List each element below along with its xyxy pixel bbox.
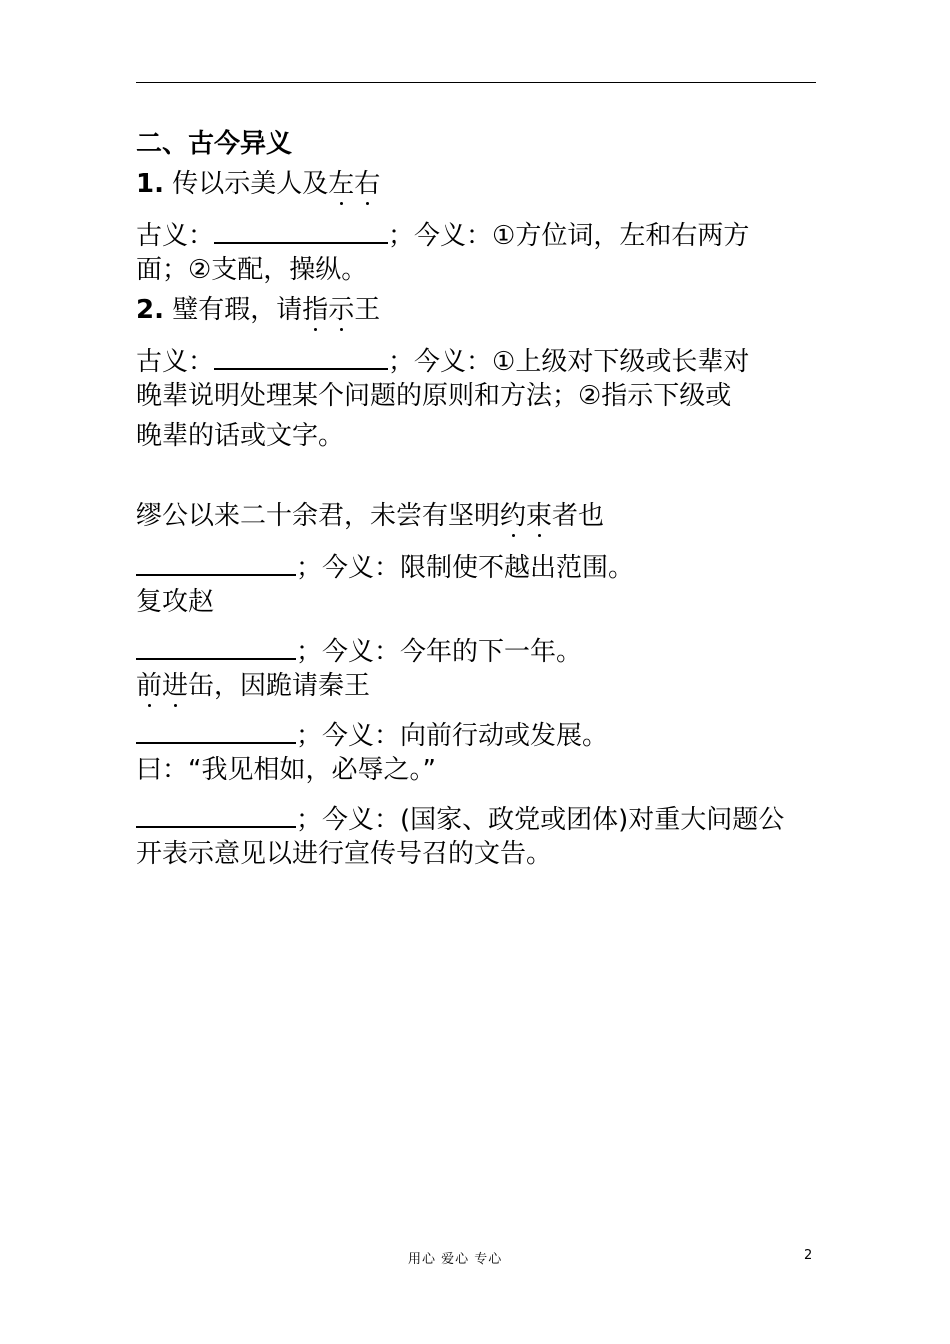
item2-dotted-char-2: 示 (328, 295, 355, 325)
item2-jin-text: ；今义：①上级对下级或长辈对 (388, 347, 750, 377)
item6-answer-line (136, 800, 836, 836)
item3-sentence: 缪公以来二十余君，未尝有坚明 (136, 501, 501, 531)
item1-dotted-char-2: 右 (354, 169, 381, 199)
item2-answer-blank[interactable] (214, 342, 388, 370)
item4-jin-text: ；今义：今年的下一年。 (296, 637, 583, 667)
item5-answer-line (136, 716, 836, 752)
item1-answer-blank[interactable] (214, 216, 388, 244)
item3-sentence-end: 者也 (552, 501, 605, 531)
item5-answer-blank[interactable] (136, 716, 296, 744)
section-title: 二、古今异义 (136, 129, 293, 159)
item2-jin-continued-2: 晚辈的话或文字。 (136, 421, 345, 451)
item4-heading: 复攻赵 (136, 587, 215, 617)
item5-dotted-char-2: 进 (162, 671, 189, 701)
item2-jin-continued-1: 晚辈说明处理某个问题的原则和方法；②指示下级或 (136, 381, 732, 411)
item1-dotted-char-1: 左 (328, 169, 355, 199)
page-number: 2 (804, 1248, 813, 1263)
item1-answer-line (136, 216, 836, 252)
item3-answer-line (136, 548, 836, 584)
item3-dotted-char-2: 束 (526, 501, 553, 531)
item6-jin-continued: 开表示意见以进行宣传号召的文告。 (136, 839, 553, 869)
item2-gu-label: 古义： (136, 347, 215, 377)
item3-dotted-char-1: 约 (500, 501, 527, 531)
item1-jin-text: ；今义：①方位词，左和右两方 (388, 221, 750, 251)
item6-answer-blank[interactable] (136, 800, 296, 828)
item1-gu-label: 古义： (136, 221, 215, 251)
item2-heading (136, 294, 836, 326)
item5-dotted-char-1: 前 (136, 671, 163, 701)
item3-answer-blank[interactable] (136, 548, 296, 576)
item5-sentence-end: 缶，因跪请秦王 (188, 671, 371, 701)
item1-heading (136, 168, 836, 200)
header-rule (136, 82, 816, 83)
footer-motto: 用心 爱心 专心 (408, 1252, 503, 1267)
item4-answer-line (136, 632, 836, 668)
item6-heading: 曰：“我见相如，必辱之。” (136, 755, 436, 785)
item2-sentence: 璧有瑕，请 (163, 295, 303, 325)
item3-jin-text: ；今义：限制使不越出范围。 (296, 553, 635, 583)
item1-jin-continued: 面；②支配，操纵。 (136, 255, 368, 285)
item3-heading (136, 500, 836, 532)
item5-jin-text: ；今义：向前行动或发展。 (296, 721, 609, 751)
item1-sentence: 传以示美人及 (163, 169, 329, 199)
item2-dotted-char-1: 指 (302, 295, 329, 325)
item2-answer-line (136, 342, 836, 378)
item4-answer-blank[interactable] (136, 632, 296, 660)
item6-jin-text: ；今义：(国家、政党或团体)对重大问题公 (296, 805, 785, 835)
item2-sentence-end: 王 (354, 295, 381, 325)
item2-number: 2. (136, 295, 164, 325)
item5-heading (136, 670, 836, 702)
item1-number: 1. (136, 169, 164, 199)
